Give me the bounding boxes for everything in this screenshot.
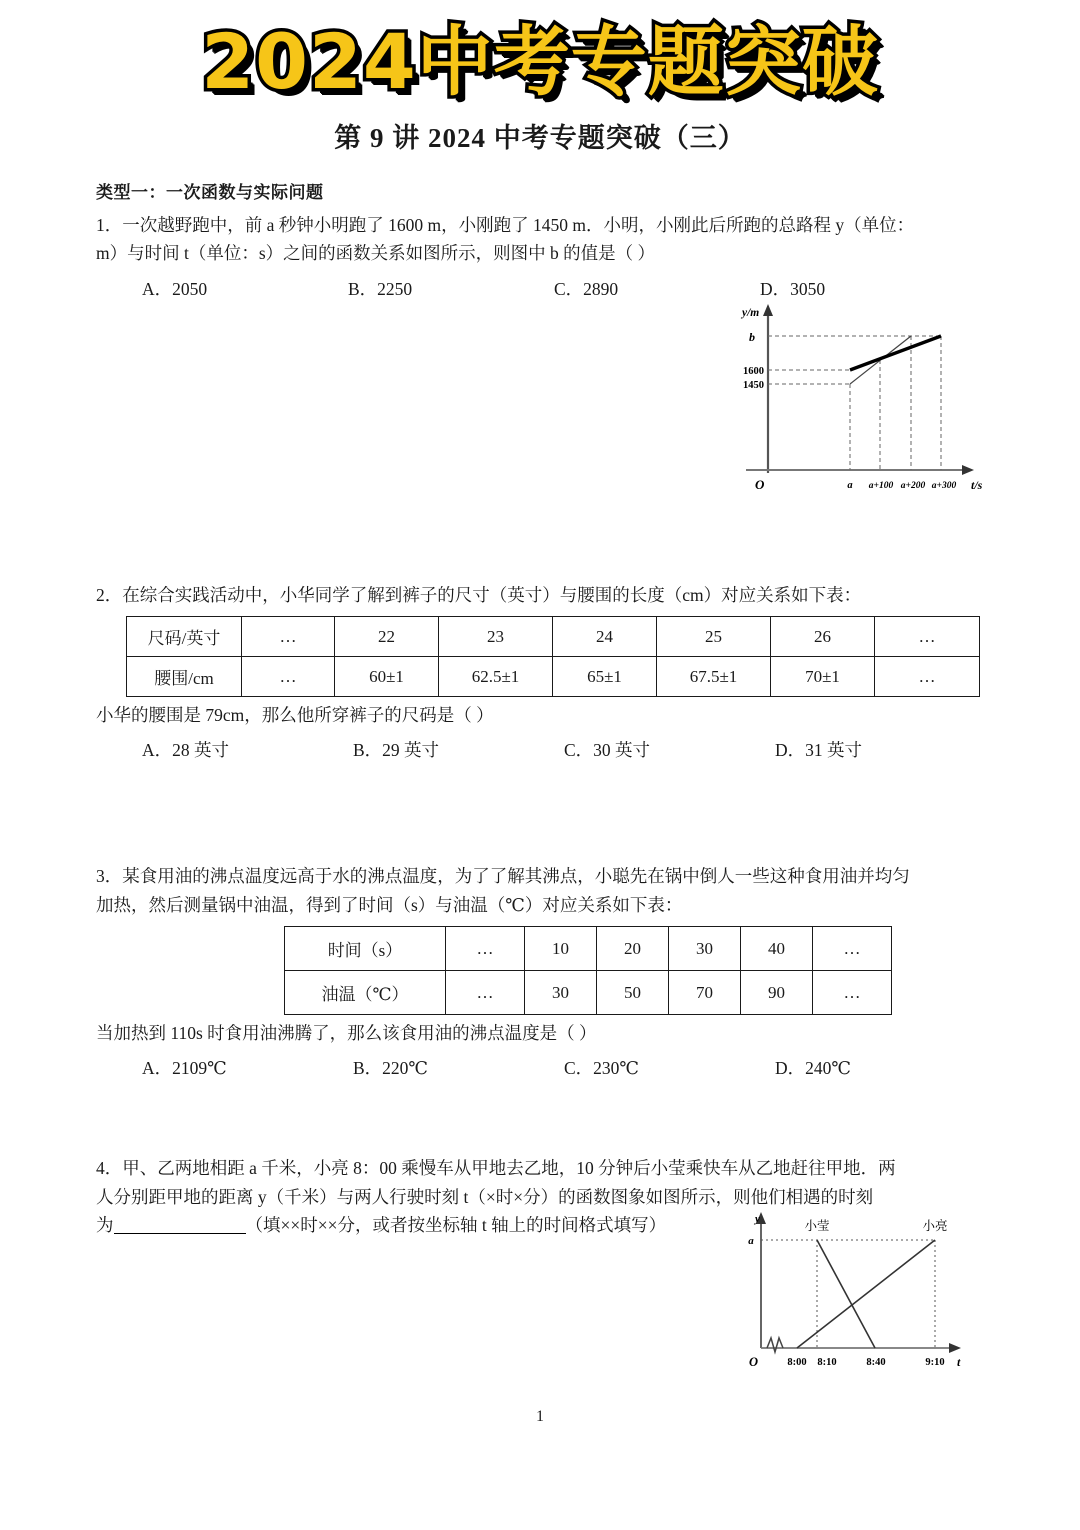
table-row xyxy=(285,971,892,1015)
axis-break-zigzag xyxy=(767,1338,783,1352)
spacer-after-question-3 xyxy=(96,1084,986,1154)
table-q3-r0-c2: 20 xyxy=(597,927,669,971)
table-q2-r0-c2: 23 xyxy=(439,617,553,657)
question-3-choices xyxy=(96,1055,986,1080)
table-q3-r0-c0: … xyxy=(446,927,525,971)
table-q2-r0-c1: 22 xyxy=(335,617,439,657)
table-q2-r0-label: 尺码/英寸 xyxy=(127,617,242,657)
table-q3-r1-label: 油温（℃） xyxy=(285,971,446,1015)
x-axis-label: t/s xyxy=(971,478,983,492)
question-4-answer-suffix: （填××时××分，或者按坐标轴 t 轴上的时间格式填写） xyxy=(245,1215,667,1236)
question-1-choices xyxy=(96,276,986,301)
question-4-answer-prefix: 为 xyxy=(96,1215,114,1236)
table-q2-r1-c1: 60±1 xyxy=(335,657,439,697)
table-q2-r0-c4: 25 xyxy=(657,617,771,657)
question-1-choice-b[interactable]: B．2250 xyxy=(348,278,413,299)
origin-label: O xyxy=(749,1355,759,1369)
question-3-line-2: 加热，然后测量锅中油温，得到了时间（s）与油温（℃）对应关系如下表： xyxy=(96,894,683,915)
table-row xyxy=(285,927,892,971)
page-number: 1 xyxy=(536,1408,544,1425)
table-q2-r1-c0: … xyxy=(242,657,335,697)
y-axis-label: y/m xyxy=(742,307,760,319)
y-axis-label: y xyxy=(755,1213,760,1225)
table-q2-r1-c5: 70±1 xyxy=(771,657,875,697)
x-tick-810: 8:10 xyxy=(817,1357,837,1368)
table-q3-r1-c2: 50 xyxy=(597,971,669,1015)
table-q3-r1-c4: 90 xyxy=(741,971,813,1015)
x-tick-a300: a+300 xyxy=(931,481,957,491)
series-label-xiaoliang: 小亮 xyxy=(922,1219,948,1233)
table-q3-r1-c3: 70 xyxy=(669,971,741,1015)
question-3-choice-b[interactable]: B．220℃ xyxy=(353,1058,428,1079)
table-q3-r1-c0: … xyxy=(446,971,525,1015)
question-1-choice-c[interactable]: C．2890 xyxy=(554,278,619,299)
y-tick-a: a xyxy=(748,1235,754,1247)
table-q2-r0-c5: 26 xyxy=(771,617,875,657)
table-q2-r0-c0: … xyxy=(242,617,335,657)
y-tick-1600: 1600 xyxy=(743,366,764,377)
question-1-figure xyxy=(728,298,996,510)
x-tick-a200: a+200 xyxy=(900,481,926,491)
question-2-choice-d[interactable]: D．31 英寸 xyxy=(775,740,863,761)
table-q2-r0-c3: 24 xyxy=(553,617,657,657)
question-3-choice-a[interactable]: A．2109℃ xyxy=(142,1058,227,1079)
y-axis-arrow xyxy=(763,304,773,316)
y-tick-1450: 1450 xyxy=(743,380,764,391)
question-4-line-2: 人分别距甲地的距离 y（千米）与两人行驶时刻 t（×时×分）的函数图象如图所示，则他们相遇的时刻 xyxy=(96,1186,874,1207)
question-1-choice-d[interactable]: D．3050 xyxy=(760,278,826,299)
x-axis-label: t xyxy=(957,1355,961,1369)
table-row xyxy=(127,657,980,697)
figure-4-svg xyxy=(735,1208,990,1380)
question-2 xyxy=(96,581,986,763)
question-1-choice-a[interactable]: A．2050 xyxy=(142,278,208,299)
table-q3-r0-c5: … xyxy=(813,927,892,971)
table-q3-r0-c3: 30 xyxy=(669,927,741,971)
series-line-thick xyxy=(850,336,941,370)
x-axis-arrow xyxy=(962,465,974,475)
banner-header xyxy=(0,0,1080,106)
section-heading-type-one: 类型一：一次函数与实际问题 xyxy=(96,183,324,202)
figure-1-svg xyxy=(728,298,996,510)
question-2-choice-c[interactable]: C．30 英寸 xyxy=(564,740,651,761)
question-2-line-1: 2．在综合实践活动中，小华同学了解到裤子的尺寸（英寸）与腰围的长度（cm）对应关系如下表： xyxy=(96,584,862,605)
table-q2-r1-label: 腰围/cm xyxy=(127,657,242,697)
spacer-after-question-2 xyxy=(96,766,986,862)
question-4-answer-blank[interactable] xyxy=(114,1233,246,1234)
x-tick-a100: a+100 xyxy=(868,481,894,491)
question-2-choices xyxy=(96,737,986,762)
question-2-choice-a[interactable]: A．28 英寸 xyxy=(142,740,230,761)
question-4-figure xyxy=(735,1208,990,1380)
table-row xyxy=(127,617,980,657)
x-tick-840: 8:40 xyxy=(866,1357,886,1368)
question-1-line-2: m）与时间 t（单位：s）之间的函数关系如图所示，则图中 b 的值是（ ） xyxy=(96,243,656,264)
question-2-line-after: 小华的腰围是 79cm，那么他所穿裤子的尺码是（ ） xyxy=(96,705,494,726)
question-3-table xyxy=(284,926,892,1015)
x-tick-800: 8:00 xyxy=(787,1357,807,1368)
table-q2-r1-c2: 62.5±1 xyxy=(439,657,553,697)
table-q3-r0-label: 时间（s） xyxy=(285,927,446,971)
question-3-choice-d[interactable]: D．240℃ xyxy=(775,1058,851,1079)
table-q2-r0-c6: … xyxy=(875,617,980,657)
x-axis-arrow xyxy=(949,1343,961,1353)
table-q2-r1-c3: 65±1 xyxy=(553,657,657,697)
table-q3-r1-c1: 30 xyxy=(525,971,597,1015)
page-subtitle: 第 9 讲 2024 中考专题突破（三） xyxy=(334,122,746,153)
question-1 xyxy=(96,211,986,301)
question-3 xyxy=(96,862,986,1080)
question-4-line-1: 4．甲、乙两地相距 a 千米，小亮 8：00 乘慢车从甲地去乙地，10 分钟后小莹乘快车从乙地赶往甲地．两 xyxy=(96,1158,896,1179)
table-q3-r0-c4: 40 xyxy=(741,927,813,971)
series-label-xiaoying: 小莹 xyxy=(804,1219,830,1233)
table-q3-r1-c5: … xyxy=(813,971,892,1015)
y-tick-b: b xyxy=(749,330,755,344)
x-tick-910: 9:10 xyxy=(925,1357,945,1368)
table-q3-r0-c1: 10 xyxy=(525,927,597,971)
question-2-table xyxy=(126,616,980,697)
guide-lines xyxy=(761,1240,935,1348)
question-3-line-1: 3．某食用油的沸点温度远高于水的沸点温度，为了了解其沸点，小聪先在锅中倒人一些这种食用油并均匀 xyxy=(96,866,910,887)
table-q2-r1-c4: 67.5±1 xyxy=(657,657,771,697)
question-2-choice-b[interactable]: B．29 英寸 xyxy=(353,740,440,761)
table-q2-r1-c6: … xyxy=(875,657,980,697)
page-banner-title: 2024中考专题突破 xyxy=(201,17,879,106)
x-tick-a: a xyxy=(847,480,853,491)
origin-label: O xyxy=(755,477,765,492)
guide-lines xyxy=(768,336,941,470)
question-3-line-after: 当加热到 110s 时食用油沸腾了，那么该食用油的沸点温度是（ ） xyxy=(96,1023,597,1044)
question-3-choice-c[interactable]: C．230℃ xyxy=(564,1058,639,1079)
question-1-line-1: 1．一次越野跑中，前 a 秒钟小明跑了 1600 m，小刚跑了 1450 m．小明，小刚此后所跑的总路程 y（单位： xyxy=(96,215,915,235)
